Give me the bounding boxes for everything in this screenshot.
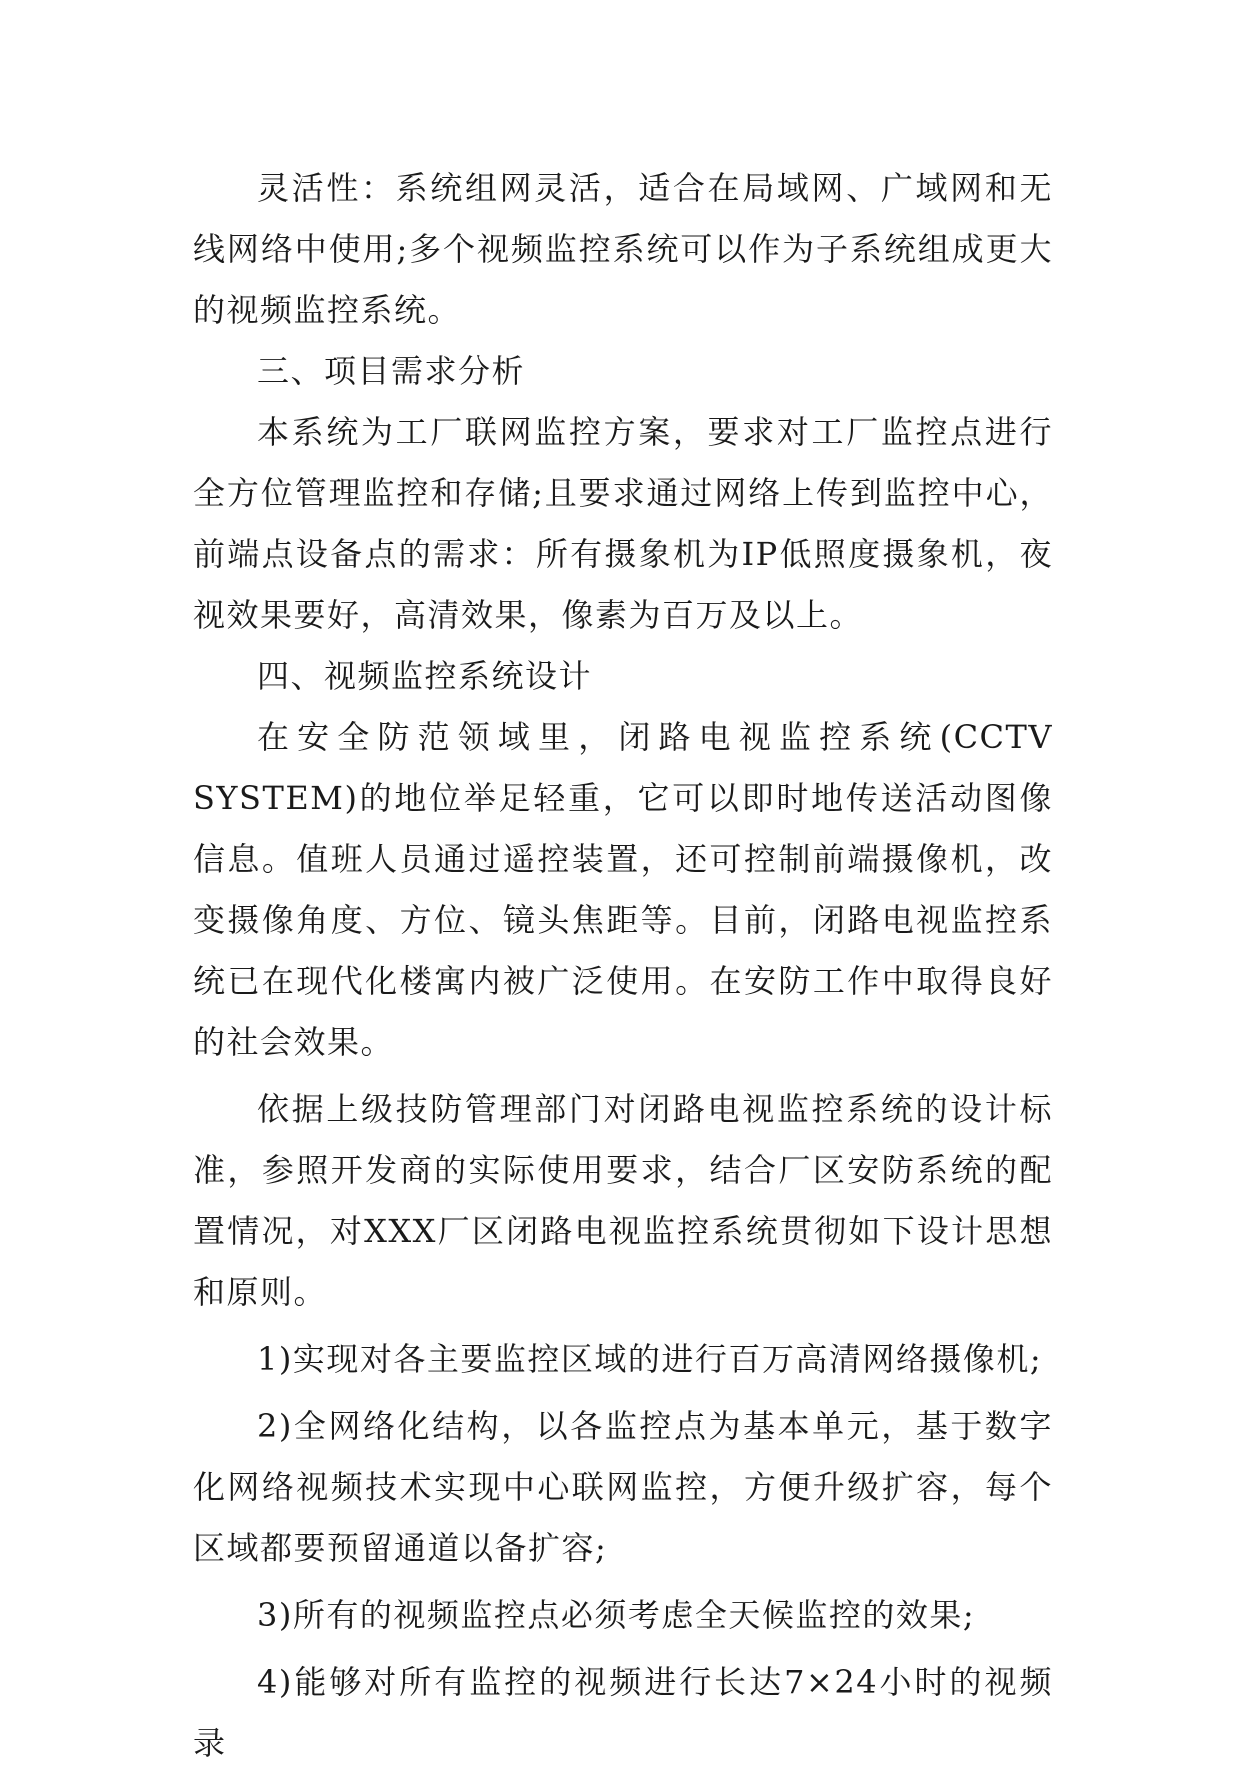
document-body	[193, 158, 1053, 1774]
paragraph-cctv-intro: 在安全防范领域里，闭路电视监控系统(CCTV SYSTEM)的地位举足轻重，它可以即时地传送活动图像信息。值班人员通过遥控装置，还可控制前端摄像机，改变摄像角度、方位、镜头焦距等。目前，闭路电视监控系统已在现代化楼寓内被广泛使用。在安防工作中取得良好的社会效果。	[193, 718, 1053, 1061]
list-item-1: 1)实现对各主要监控区域的进行百万高清网络摄像机;	[257, 1340, 1043, 1378]
paragraph-flexibility: 灵活性：系统组网灵活，适合在局域网、广域网和无线网络中使用;多个视频监控系统可以作为子系统组成更大的视频监控系统。	[193, 169, 1053, 329]
paragraph-design-principles: 依据上级技防管理部门对闭路电视监控系统的设计标准，参照开发商的实际使用要求，结合厂区安防系统的配置情况，对XXX厂区闭路电视监控系统贯彻如下设计思想和原则。	[193, 1090, 1053, 1311]
section-heading-requirements-analysis: 三、项目需求分析	[257, 352, 526, 390]
list-item-4: 4)能够对所有监控的视频进行长达7×24小时的视频录	[193, 1663, 1053, 1762]
list-item-3: 3)所有的视频监控点必须考虑全天候监控的效果;	[257, 1596, 976, 1634]
paragraph-requirements: 本系统为工厂联网监控方案，要求对工厂监控点进行全方位管理监控和存储;且要求通过网络上传到监控中心，前端点设备点的需求：所有摄象机为IP低照度摄象机，夜视效果要好，高清效果，像素为百万及以上。	[193, 413, 1053, 634]
section-heading-system-design: 四、视频监控系统设计	[257, 657, 593, 695]
list-item-2: 2)全网络化结构，以各监控点为基本单元，基于数字化网络视频技术实现中心联网监控，方便升级扩容，每个区域都要预留通道以备扩容;	[193, 1407, 1053, 1567]
